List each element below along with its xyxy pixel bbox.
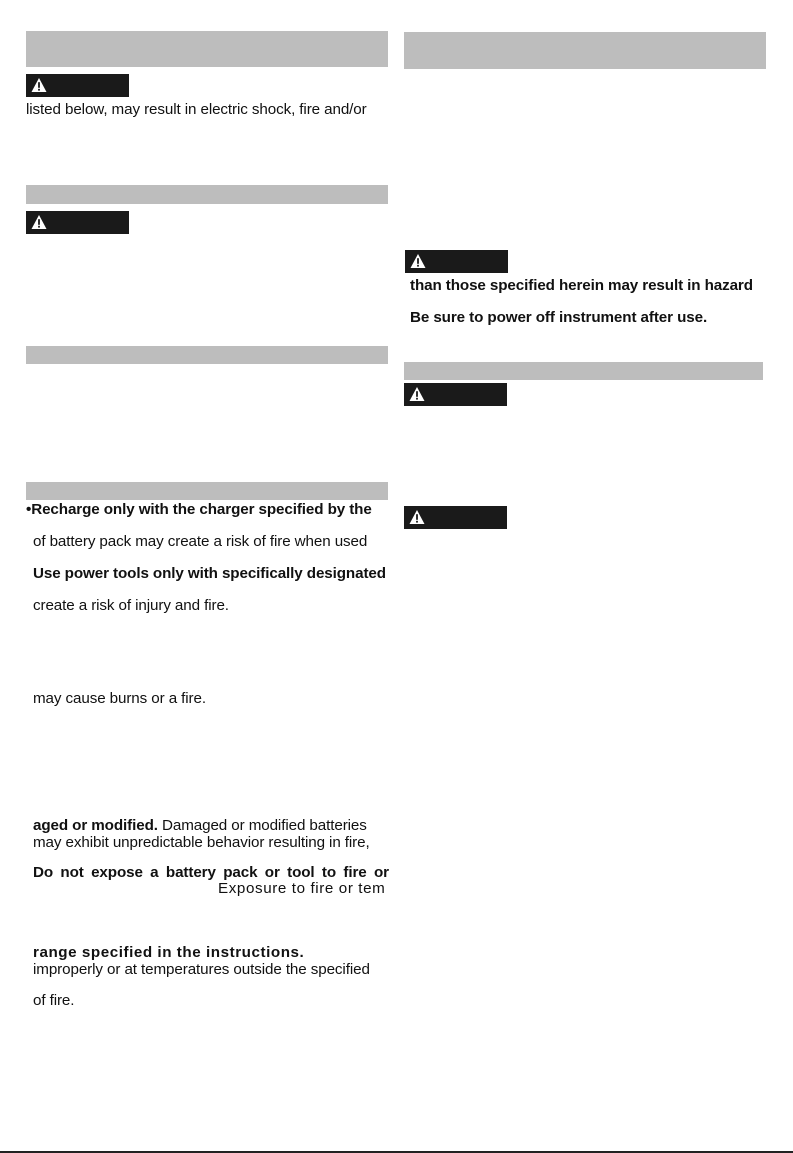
text-line: Use power tools only with specifically designated	[33, 565, 386, 582]
warning-badge	[26, 74, 129, 97]
text-line: Exposure to fire or tem	[218, 880, 386, 897]
text-line: Do not expose a battery pack or tool to fire or	[33, 864, 389, 881]
text-bold-fragment: aged or modified.	[33, 817, 158, 834]
text-line: may exhibit unpredictable behavior resulting in fire,	[33, 834, 370, 851]
text-line: •Recharge only with the charger specified by the	[26, 501, 372, 518]
warning-badge	[405, 250, 508, 273]
text-line	[33, 817, 367, 835]
text-line: create a risk of injury and fire.	[33, 597, 229, 614]
text-fragment: Damaged or modified batteries	[157, 817, 367, 834]
text-line: improperly or at temperatures outside the specified	[33, 961, 370, 978]
text-line: Be sure to power off instrument after use.	[410, 309, 708, 326]
subsection-header-bar	[26, 482, 388, 500]
warning-badge	[404, 506, 507, 529]
text-line: of battery pack may create a risk of fire when used	[33, 533, 368, 550]
warning-triangle-icon	[31, 214, 47, 230]
warning-triangle-icon	[31, 77, 47, 93]
section-header-bar	[404, 32, 766, 69]
warning-triangle-icon	[410, 253, 426, 269]
subsection-header-bar	[404, 362, 763, 380]
warning-triangle-icon	[409, 509, 425, 525]
section-header-bar	[26, 31, 388, 67]
warning-badge	[404, 383, 507, 406]
subsection-header-bar	[26, 185, 388, 204]
text-line: may cause burns or a fire.	[33, 690, 206, 707]
text-line: of fire.	[33, 992, 75, 1009]
warning-badge	[26, 211, 129, 234]
text-line: than those specified herein may result in hazard	[410, 277, 753, 294]
text-line: listed below, may result in electric shock, fire and/or	[26, 101, 367, 118]
subsection-header-bar	[26, 346, 388, 364]
text-line: range specified in the instructions.	[33, 944, 305, 961]
warning-triangle-icon	[409, 386, 425, 402]
